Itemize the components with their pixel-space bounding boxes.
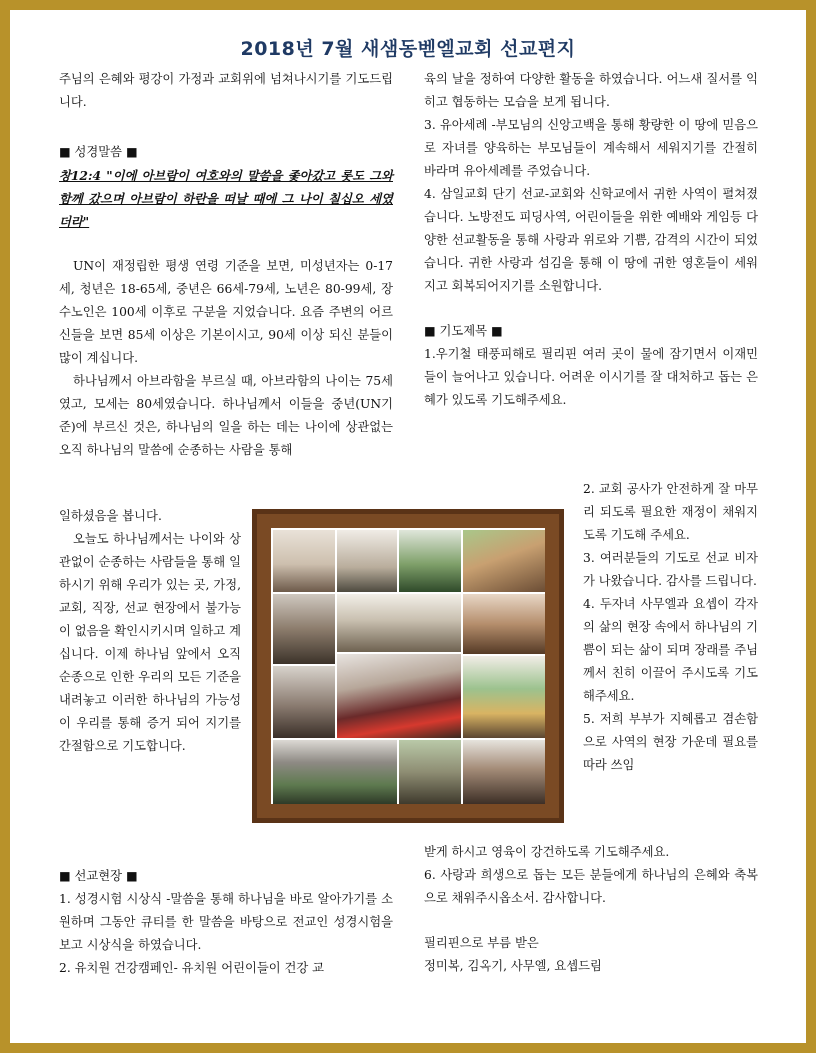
field-item-2: 2. 유치원 건강캠페인- 유치원 어린이들이 건강 교 [59,961,325,975]
right-column-bottom [424,841,758,978]
photo-children-class [273,666,335,738]
photo-outdoor-children [463,530,545,592]
photo-collage [252,509,564,823]
prayer-item-1: 1.우기철 태풍피해로 필리핀 여러 곳이 물에 잠기면서 이재민들이 늘어나고 있습니다. 어려운 이시기를 잘 대처하고 돕는 은혜가 있도록 기도해주세요. [424,347,758,407]
photo-church-group [273,740,397,804]
photo-kids-green [399,530,461,592]
paragraph-today: 오늘도 하나님께서는 나이와 상관없이 순종하는 사람들을 통해 일하시기 위해 우리가 있는 곳, 가정, 교회, 직장, 선교 현장에서 불가능이 없음을 확인시키시며 일하고 계십니다. 이제 하나님 앞에서 오직 순종으로 인한 우리의 모든 기준을 내려놓고 이러한 하나님의 가능성이 우리를 통해 증거 되어 지기를 간절함으로 기도합니다. [59,532,241,753]
collage-photos [271,528,545,804]
signature-line-1: 필리핀으로 부름 받은 [424,936,539,950]
letter-title: 2018년 7월 새샘동벧엘교회 선교편지 [240,38,576,60]
paragraph-un-age: UN이 재정립한 평생 연령 기준을 보면, 미성년자는 0-17세, 청년은 18-65세, 중년은 66세-79세, 노년은 80-99세, 장수노인은 100세 이후로 구분을 지었습니다. 요즘 주변의 어르신들을 보면 85세 이상은 기본이시고, 90세 이상 되신 분들이 많이 계십니다. [59,259,393,365]
photo-stage-group [337,530,397,592]
left-column-narrow [59,505,241,758]
prayer-item-5a: 5. 저희 부부가 지혜롭고 겸손함으로 사역의 현장 가운데 필요를 따라 쓰임 [583,712,758,772]
field-item-3: 3. 유아세례 -부모님의 신앙고백을 통해 황량한 이 땅에 믿음으로 자녀를 양육하는 부모님들이 계속해서 세워지기를 간절히 바라며 유아세례를 주었습니다. [424,118,758,178]
prayer-item-5b: 받게 하시고 영육이 강건하도록 기도해주세요. [424,845,670,859]
prayer-item-2: 2. 교회 공사가 안전하게 잘 마무리 되도록 필요한 재정이 채워지도록 기도해 주세요. [583,482,758,542]
photo-seated-group [463,594,545,654]
prayer-section-heading: ■ 기도제목 ■ [424,324,503,338]
paragraph-abraham: 하나님께서 아브라함을 부르실 때, 아브라함의 나이는 75세였고, 모세는 80세였습니다. 하나님께서 이들을 중년(UN기준)에 부르신 것은, 하나님의 일을 하는 데는 나이에 상관없는 오직 하나님의 말씀에 순종하는 사람을 통해 [59,374,393,457]
photo-team-members [463,740,545,804]
photo-hall-crowd [273,594,335,664]
right-column-narrow [583,478,758,777]
left-column-bottom [59,865,393,980]
field-item-1: 1. 성경시험 시상식 -말씀을 통해 하나님을 바로 알아가기를 소원하며 그동안 큐티를 한 말씀을 바탕으로 전교인 성경시험을 보고 시상식을 하였습니다. [59,892,393,952]
bible-verse: 창12:4 "이에 아브람이 여호와의 말씀을 좇아갔고 롯도 그와 함께 갔으며 아브람이 하란을 떠날 때에 그 나이 칠십오 세였더라" [59,168,393,229]
field-item-4: 4. 삼일교회 단기 선교-교회와 신학교에서 귀한 사역이 펼쳐졌습니다. 노방전도 피딩사역, 어린이들을 위한 예배와 게임등 다양한 선교활동을 통해 사랑과 위로와 기쁨, 감격의 시간이 되었습니다. 귀한 사랑과 섬김을 통해 이 땅에 귀한 영혼들이 세워지고 회복되어지기를 소원합니다. [424,187,758,293]
photo-street-ministry [399,740,461,804]
signature-line-2: 정미복, 김옥기, 사무엘, 요셉드림 [424,959,602,973]
bible-section-heading: ■ 성경말씀 ■ [59,145,138,159]
prayer-item-6: 6. 사랑과 희생으로 돕는 모든 분들에게 하나님의 은혜와 축복으로 채워주시옵소서. 감사합니다. [424,868,758,905]
prayer-item-3: 3. 여러분들의 기도로 선교 비자가 나왔습니다. 감사를 드립니다. [583,551,758,588]
left-column [59,68,393,462]
photo-sanctuary [337,594,461,652]
intro-text: 주님의 은혜와 평강이 가정과 교회위에 넘쳐나시기를 기도드립니다. [59,72,393,109]
photo-award-ceremony [273,530,335,592]
prayer-item-4: 4. 두자녀 사무엘과 요셉이 각자의 삶의 현장 속에서 하나님의 기쁨이 되는 삶이 되며 장래를 주님께서 친히 이끌어 주시도록 기도해주세요. [583,597,758,703]
right-column [424,68,758,412]
field-item-2-continued: 육의 날을 정하여 다양한 활동을 하였습니다. 어느새 질서를 익히고 협동하는 모습을 보게 됩니다. [424,72,758,109]
field-section-heading: ■ 선교현장 ■ [59,869,138,883]
photo-baptism [337,654,461,738]
paragraph-abraham-end: 일하셨음을 봅니다. [59,509,162,523]
photo-balloons [463,656,545,738]
